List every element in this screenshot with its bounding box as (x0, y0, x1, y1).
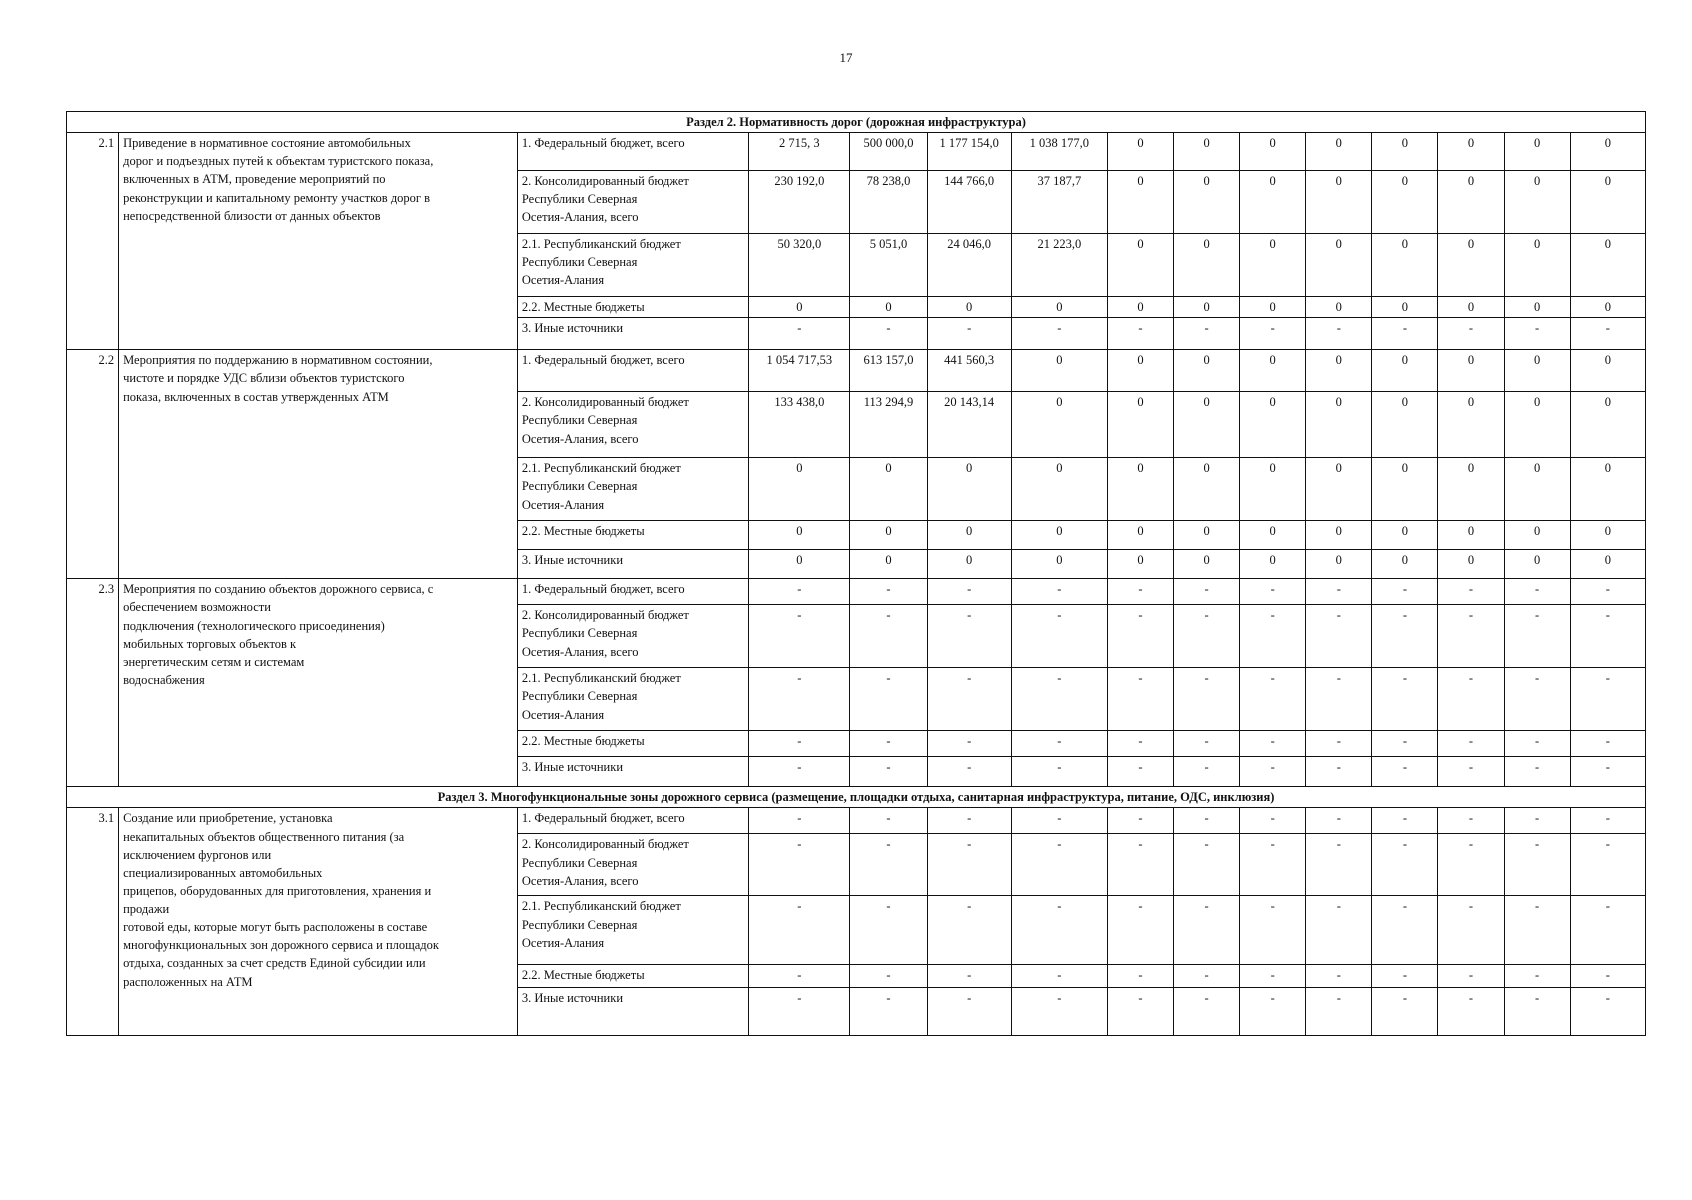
value-cell: - (1438, 757, 1504, 787)
value-cell: 0 (1504, 133, 1570, 171)
value-cell: 0 (1570, 458, 1645, 521)
value-cell: - (1011, 605, 1107, 668)
value-cell: 0 (1372, 521, 1438, 550)
value-cell: 0 (1372, 234, 1438, 297)
value-cell: - (927, 896, 1011, 965)
funding-source: 2.2. Местные бюджеты (517, 521, 748, 550)
value-cell: - (1011, 318, 1107, 350)
budget-table (66, 111, 1646, 1036)
value-cell: 0 (1107, 297, 1173, 318)
value-cell: - (1438, 988, 1504, 1036)
value-cell: 0 (1372, 458, 1438, 521)
item-name: Мероприятия по поддержанию в нормативном состоянии, чистоте и порядке УДС вблизи объектов туристского показа, включенных в состав утвержденных АТМ (119, 350, 518, 579)
value-cell: 0 (1306, 458, 1372, 521)
value-cell: - (1306, 757, 1372, 787)
value-cell: 1 177 154,0 (927, 133, 1011, 171)
value-cell: - (1372, 757, 1438, 787)
value-cell: 0 (1240, 297, 1306, 318)
value-cell: - (850, 757, 927, 787)
value-cell: - (1570, 808, 1645, 834)
value-cell: 0 (1174, 234, 1240, 297)
value-cell: 0 (1372, 297, 1438, 318)
value-cell: - (1570, 731, 1645, 757)
value-cell: 0 (1504, 171, 1570, 234)
value-cell: - (1174, 834, 1240, 896)
value-cell: - (1011, 757, 1107, 787)
value-cell: - (1438, 318, 1504, 350)
value-cell: 144 766,0 (927, 171, 1011, 234)
value-cell: 0 (1306, 350, 1372, 392)
value-cell: - (1438, 896, 1504, 965)
value-cell: 613 157,0 (850, 350, 927, 392)
value-cell: - (1011, 668, 1107, 731)
funding-source: 2.2. Местные бюджеты (517, 731, 748, 757)
funding-source: 2.2. Местные бюджеты (517, 965, 748, 988)
value-cell: - (1011, 896, 1107, 965)
value-cell: - (1011, 834, 1107, 896)
funding-source: 3. Иные источники (517, 550, 748, 579)
value-cell: - (1570, 579, 1645, 605)
value-cell: - (1240, 668, 1306, 731)
item-number: 2.2 (67, 350, 119, 579)
value-cell: - (749, 605, 850, 668)
value-cell: 0 (1306, 521, 1372, 550)
value-cell: 78 238,0 (850, 171, 927, 234)
funding-source: 2. Консолидированный бюджет Республики Северная Осетия-Алания, всего (517, 605, 748, 668)
value-cell: - (850, 605, 927, 668)
item-number: 2.1 (67, 133, 119, 350)
value-cell: - (1372, 579, 1438, 605)
value-cell: 0 (1107, 550, 1173, 579)
value-cell: - (1306, 318, 1372, 350)
value-cell: - (1174, 579, 1240, 605)
value-cell: - (927, 757, 1011, 787)
value-cell: - (1504, 605, 1570, 668)
value-cell: 0 (1438, 550, 1504, 579)
value-cell: 0 (1438, 171, 1504, 234)
value-cell: 0 (1570, 392, 1645, 458)
value-cell: - (1306, 808, 1372, 834)
value-cell: 0 (1570, 171, 1645, 234)
item-name: Мероприятия по созданию объектов дорожного сервиса, с обеспечением возможности подключения (технологического присоединения) мобильных торговых объектов к энергетическим сетям и системам водоснабжения (119, 579, 518, 787)
value-cell: 0 (850, 458, 927, 521)
value-cell: 0 (1240, 133, 1306, 171)
value-cell: 0 (1306, 171, 1372, 234)
value-cell: - (1306, 605, 1372, 668)
value-cell: 0 (1107, 521, 1173, 550)
value-cell: 0 (1372, 133, 1438, 171)
value-cell: 0 (1504, 350, 1570, 392)
funding-source: 2.1. Республиканский бюджет Республики Северная Осетия-Алания (517, 234, 748, 297)
value-cell: 1 038 177,0 (1011, 133, 1107, 171)
value-cell: - (1011, 988, 1107, 1036)
value-cell: 0 (1174, 521, 1240, 550)
value-cell: 500 000,0 (850, 133, 927, 171)
table-row (67, 133, 1646, 171)
value-cell: - (1438, 668, 1504, 731)
value-cell: 0 (1107, 171, 1173, 234)
funding-source: 2.1. Республиканский бюджет Республики Северная Осетия-Алания (517, 458, 748, 521)
value-cell: - (1306, 668, 1372, 731)
value-cell: - (1240, 808, 1306, 834)
value-cell: - (927, 318, 1011, 350)
value-cell: - (749, 834, 850, 896)
value-cell: 0 (1174, 350, 1240, 392)
value-cell: 50 320,0 (749, 234, 850, 297)
value-cell: - (1011, 808, 1107, 834)
value-cell: - (1372, 988, 1438, 1036)
value-cell: - (1570, 318, 1645, 350)
value-cell: 0 (1240, 550, 1306, 579)
funding-source: 1. Федеральный бюджет, всего (517, 350, 748, 392)
funding-source: 1. Федеральный бюджет, всего (517, 579, 748, 605)
value-cell: 0 (1372, 350, 1438, 392)
value-cell: - (1174, 965, 1240, 988)
value-cell: - (1438, 731, 1504, 757)
value-cell: 21 223,0 (1011, 234, 1107, 297)
value-cell: - (1107, 731, 1173, 757)
value-cell: 0 (1240, 171, 1306, 234)
value-cell: - (1174, 988, 1240, 1036)
page-number: 17 (839, 50, 853, 65)
value-cell: 0 (749, 458, 850, 521)
value-cell: - (850, 808, 927, 834)
value-cell: - (1240, 579, 1306, 605)
value-cell: - (927, 965, 1011, 988)
value-cell: - (749, 965, 850, 988)
funding-source: 3. Иные источники (517, 318, 748, 350)
value-cell: - (1240, 896, 1306, 965)
value-cell: 0 (1306, 133, 1372, 171)
value-cell: 0 (1570, 234, 1645, 297)
value-cell: 0 (1107, 350, 1173, 392)
value-cell: - (1306, 579, 1372, 605)
value-cell: 0 (1504, 297, 1570, 318)
value-cell: - (1174, 808, 1240, 834)
value-cell: - (1107, 808, 1173, 834)
value-cell: 0 (1372, 171, 1438, 234)
value-cell: - (1438, 965, 1504, 988)
value-cell: 0 (850, 550, 927, 579)
item-number: 2.3 (67, 579, 119, 787)
value-cell: 2 715, 3 (749, 133, 850, 171)
value-cell: - (927, 808, 1011, 834)
value-cell: 0 (1372, 392, 1438, 458)
value-cell: - (1504, 896, 1570, 965)
value-cell: - (1011, 731, 1107, 757)
value-cell: - (1504, 808, 1570, 834)
value-cell: 24 046,0 (927, 234, 1011, 297)
value-cell: 20 143,14 (927, 392, 1011, 458)
value-cell: 5 051,0 (850, 234, 927, 297)
value-cell: - (749, 896, 850, 965)
value-cell: - (1570, 896, 1645, 965)
value-cell: - (749, 579, 850, 605)
value-cell: - (1240, 965, 1306, 988)
value-cell: - (927, 668, 1011, 731)
value-cell: - (1570, 605, 1645, 668)
value-cell: - (1438, 579, 1504, 605)
value-cell: - (927, 579, 1011, 605)
value-cell: - (1504, 731, 1570, 757)
value-cell: - (1107, 757, 1173, 787)
value-cell: - (1438, 834, 1504, 896)
funding-source: 1. Федеральный бюджет, всего (517, 808, 748, 834)
value-cell: - (1107, 896, 1173, 965)
value-cell: - (1306, 988, 1372, 1036)
value-cell: - (1011, 965, 1107, 988)
value-cell: 0 (1570, 521, 1645, 550)
value-cell: - (1570, 965, 1645, 988)
value-cell: - (749, 668, 850, 731)
funding-source: 2. Консолидированный бюджет Республики Северная Осетия-Алания, всего (517, 171, 748, 234)
value-cell: - (1107, 579, 1173, 605)
value-cell: - (1107, 988, 1173, 1036)
value-cell: - (1174, 731, 1240, 757)
value-cell: - (1107, 965, 1173, 988)
funding-source: 2.1. Республиканский бюджет Республики Северная Осетия-Алания (517, 896, 748, 965)
funding-source: 2.2. Местные бюджеты (517, 297, 748, 318)
value-cell: 0 (1011, 458, 1107, 521)
value-cell: 0 (1306, 392, 1372, 458)
value-cell: - (850, 965, 927, 988)
value-cell: - (1107, 605, 1173, 668)
section-title: Раздел 2. Нормативность дорог (дорожная инфраструктура) (67, 112, 1646, 133)
value-cell: 0 (1570, 350, 1645, 392)
section-header-row (67, 787, 1646, 808)
value-cell: 0 (927, 521, 1011, 550)
value-cell: - (749, 731, 850, 757)
value-cell: - (1107, 318, 1173, 350)
value-cell: 0 (1438, 392, 1504, 458)
value-cell: - (1504, 668, 1570, 731)
value-cell: 0 (1570, 133, 1645, 171)
value-cell: - (1107, 834, 1173, 896)
value-cell: 0 (1240, 458, 1306, 521)
value-cell: 0 (1011, 350, 1107, 392)
value-cell: - (1372, 965, 1438, 988)
value-cell: - (927, 834, 1011, 896)
value-cell: - (1240, 731, 1306, 757)
value-cell: 0 (1174, 392, 1240, 458)
value-cell: 0 (1174, 133, 1240, 171)
value-cell: 0 (1240, 350, 1306, 392)
value-cell: 113 294,9 (850, 392, 927, 458)
value-cell: 0 (1240, 521, 1306, 550)
value-cell: - (1306, 965, 1372, 988)
funding-source: 2.1. Республиканский бюджет Республики Северная Осетия-Алания (517, 668, 748, 731)
value-cell: 0 (927, 550, 1011, 579)
value-cell: 0 (1107, 133, 1173, 171)
value-cell: - (850, 896, 927, 965)
value-cell: - (850, 668, 927, 731)
value-cell: - (927, 731, 1011, 757)
value-cell: 0 (1504, 458, 1570, 521)
value-cell: 0 (1174, 458, 1240, 521)
table-row (67, 808, 1646, 834)
value-cell: 0 (1107, 392, 1173, 458)
funding-source: 2. Консолидированный бюджет Республики Северная Осетия-Алания, всего (517, 392, 748, 458)
value-cell: 0 (927, 458, 1011, 521)
value-cell: 0 (749, 521, 850, 550)
value-cell: 0 (1174, 171, 1240, 234)
item-number: 3.1 (67, 808, 119, 1036)
value-cell: 0 (1570, 297, 1645, 318)
value-cell: - (1504, 579, 1570, 605)
value-cell: - (1504, 965, 1570, 988)
value-cell: - (1372, 318, 1438, 350)
value-cell: 0 (1504, 521, 1570, 550)
value-cell: 0 (1438, 133, 1504, 171)
value-cell: 0 (1306, 234, 1372, 297)
value-cell: - (1174, 318, 1240, 350)
value-cell: - (1240, 988, 1306, 1036)
funding-source: 3. Иные источники (517, 988, 748, 1036)
value-cell: 0 (1306, 550, 1372, 579)
value-cell: - (1570, 988, 1645, 1036)
item-name: Создание или приобретение, установка некапитальных объектов общественного питания (за исключением фургонов или специализированных автомобильных прицепов, оборудованных для приготовления, хранения и продажи готовой еды, которые могут быть расположены в составе многофункциональных зон дорожного сервиса и площадок отдыха, созданных за счет средств Единой субсидии или расположенных на АТМ (119, 808, 518, 1036)
value-cell: 0 (1174, 297, 1240, 318)
funding-source: 1. Федеральный бюджет, всего (517, 133, 748, 171)
value-cell: 0 (749, 297, 850, 318)
value-cell: 0 (850, 297, 927, 318)
value-cell: 0 (1011, 297, 1107, 318)
value-cell: - (749, 988, 850, 1036)
value-cell: 0 (1011, 392, 1107, 458)
value-cell: 0 (1438, 458, 1504, 521)
value-cell: - (850, 834, 927, 896)
value-cell: 0 (1504, 392, 1570, 458)
value-cell: - (1372, 731, 1438, 757)
value-cell: 37 187,7 (1011, 171, 1107, 234)
value-cell: - (1240, 318, 1306, 350)
value-cell: - (927, 605, 1011, 668)
value-cell: 0 (1240, 392, 1306, 458)
value-cell: - (1372, 668, 1438, 731)
value-cell: - (850, 988, 927, 1036)
value-cell: - (1570, 668, 1645, 731)
value-cell: 441 560,3 (927, 350, 1011, 392)
table-row (67, 350, 1646, 392)
value-cell: - (1107, 668, 1173, 731)
value-cell: - (1372, 605, 1438, 668)
value-cell: - (1174, 896, 1240, 965)
value-cell: - (850, 731, 927, 757)
value-cell: 0 (1011, 521, 1107, 550)
value-cell: - (1306, 896, 1372, 965)
value-cell: - (749, 808, 850, 834)
value-cell: - (1306, 834, 1372, 896)
value-cell: - (1240, 834, 1306, 896)
value-cell: 0 (1306, 297, 1372, 318)
value-cell: - (927, 988, 1011, 1036)
value-cell: 0 (850, 521, 927, 550)
value-cell: 0 (1438, 521, 1504, 550)
value-cell: - (1504, 834, 1570, 896)
value-cell: 0 (1107, 234, 1173, 297)
value-cell: 0 (1107, 458, 1173, 521)
value-cell: 230 192,0 (749, 171, 850, 234)
value-cell: 0 (1504, 234, 1570, 297)
value-cell: - (1306, 731, 1372, 757)
value-cell: 133 438,0 (749, 392, 850, 458)
funding-source: 3. Иные источники (517, 757, 748, 787)
value-cell: - (1438, 808, 1504, 834)
value-cell: - (1174, 668, 1240, 731)
item-name: Приведение в нормативное состояние автомобильных дорог и подъездных путей к объектам туристского показа, включенных в АТМ, проведение мероприятий по реконструкции и капитальному ремонту участков дорог в непосредственной близости от данных объектов (119, 133, 518, 350)
value-cell: - (1438, 605, 1504, 668)
value-cell: - (1174, 757, 1240, 787)
value-cell: 0 (927, 297, 1011, 318)
value-cell: 0 (1372, 550, 1438, 579)
value-cell: 0 (1240, 234, 1306, 297)
value-cell: - (1372, 896, 1438, 965)
value-cell: 1 054 717,53 (749, 350, 850, 392)
value-cell: - (1372, 808, 1438, 834)
value-cell: - (1240, 605, 1306, 668)
value-cell: - (1504, 988, 1570, 1036)
value-cell: - (1174, 605, 1240, 668)
value-cell: 0 (1504, 550, 1570, 579)
value-cell: - (749, 318, 850, 350)
value-cell: - (749, 757, 850, 787)
value-cell: 0 (1570, 550, 1645, 579)
value-cell: 0 (1438, 234, 1504, 297)
value-cell: - (1504, 318, 1570, 350)
value-cell: 0 (749, 550, 850, 579)
value-cell: 0 (1438, 297, 1504, 318)
value-cell: 0 (1174, 550, 1240, 579)
value-cell: - (850, 318, 927, 350)
value-cell: - (850, 579, 927, 605)
section-header-row (67, 112, 1646, 133)
value-cell: - (1504, 757, 1570, 787)
value-cell: - (1240, 757, 1306, 787)
funding-source: 2. Консолидированный бюджет Республики Северная Осетия-Алания, всего (517, 834, 748, 896)
value-cell: - (1011, 579, 1107, 605)
value-cell: 0 (1438, 350, 1504, 392)
section-title: Раздел 3. Многофункциональные зоны дорожного сервиса (размещение, площадки отдыха, санитарная инфраструктура, питание, ОДС, инклюзия) (67, 787, 1646, 808)
value-cell: - (1570, 757, 1645, 787)
value-cell: 0 (1011, 550, 1107, 579)
value-cell: - (1570, 834, 1645, 896)
table-row (67, 579, 1646, 605)
value-cell: - (1372, 834, 1438, 896)
